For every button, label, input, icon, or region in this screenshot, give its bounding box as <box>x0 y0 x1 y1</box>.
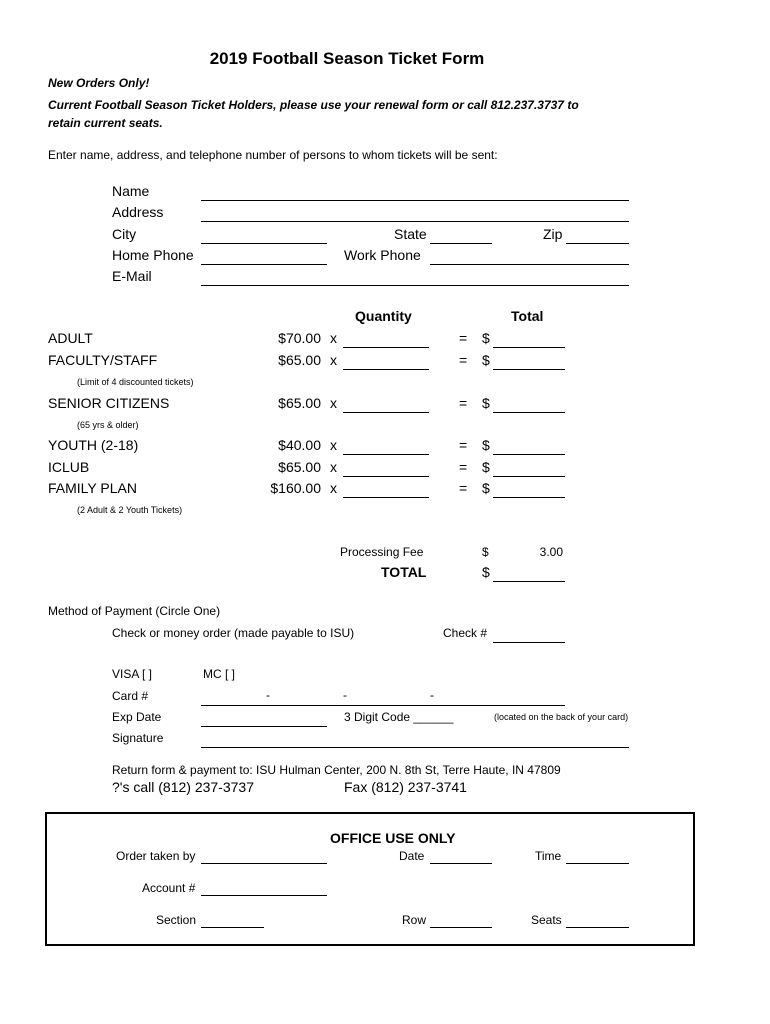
security-code-note: (located on the back of your card) <box>494 712 629 722</box>
signature-label: Signature <box>112 731 164 745</box>
account-number-field[interactable] <box>201 877 327 896</box>
email-field[interactable] <box>201 267 629 286</box>
ticket-label-senior: SENIOR CITIZENS <box>48 395 170 411</box>
office-use-title: OFFICE USE ONLY <box>330 830 456 846</box>
name-label: Name <box>112 183 150 199</box>
processing-fee-value: 3.00 <box>539 545 563 559</box>
card-dash: - <box>343 688 347 702</box>
ticket-label-family: FAMILY PLAN <box>48 480 137 496</box>
card-dash: - <box>266 688 270 702</box>
ticket-price-adult: $70.00 <box>278 330 321 346</box>
check-number-label: Check # <box>443 626 488 640</box>
dollar-symbol: $ <box>482 437 490 453</box>
quantity-field-youth[interactable] <box>343 436 429 455</box>
grand-total-label: TOTAL <box>381 564 427 580</box>
row-label: Row <box>402 913 427 927</box>
mc-option[interactable]: MC [ ] <box>203 667 235 681</box>
state-label: State <box>394 226 427 242</box>
dollar-symbol: $ <box>482 480 490 496</box>
quantity-field-faculty[interactable] <box>343 351 429 370</box>
section-label: Section <box>156 913 197 927</box>
times-symbol: x <box>330 480 337 496</box>
equals-symbol: = <box>459 480 468 496</box>
office-time-label: Time <box>535 849 562 863</box>
fax-number: Fax (812) 237-3741 <box>344 779 467 795</box>
call-number: ?'s call (812) 237-3737 <box>112 779 254 795</box>
total-field-family[interactable] <box>493 479 565 498</box>
ticket-label-faculty: FACULTY/STAFF <box>48 352 158 368</box>
page-title: 2019 Football Season Ticket Form <box>209 49 485 68</box>
home-phone-label: Home Phone <box>112 247 194 263</box>
name-field[interactable] <box>201 182 629 201</box>
total-field-senior[interactable] <box>493 394 565 413</box>
dollar-symbol: $ <box>482 330 490 346</box>
order-taken-label: Order taken by <box>116 849 196 863</box>
ticket-price-iclub: $65.00 <box>278 459 321 475</box>
equals-symbol: = <box>459 352 468 368</box>
office-time-field[interactable] <box>566 845 629 864</box>
processing-fee-label: Processing Fee <box>340 545 424 559</box>
quantity-header: Quantity <box>355 308 412 324</box>
equals-symbol: = <box>459 395 468 411</box>
work-phone-label: Work Phone <box>344 247 421 263</box>
times-symbol: x <box>330 330 337 346</box>
exp-date-field[interactable] <box>201 708 327 727</box>
dollar-symbol: $ <box>482 545 489 559</box>
card-number-field[interactable] <box>201 687 565 706</box>
section-field[interactable] <box>201 909 264 928</box>
check-option[interactable]: Check or money order (made payable to ISU) <box>112 626 355 640</box>
signature-field[interactable] <box>201 729 629 748</box>
holders-note-line1: Current Football Season Ticket Holders, please use your renewal form or call 812.237.3737 to <box>48 98 579 112</box>
email-label: E-Mail <box>112 268 152 284</box>
return-address: Return form & payment to: ISU Hulman Center, 200 N. 8th St, Terre Haute, IN 47809 <box>112 763 561 777</box>
office-date-label: Date <box>399 849 425 863</box>
card-dash: - <box>430 688 434 702</box>
dollar-symbol: $ <box>482 395 490 411</box>
seats-label: Seats <box>531 913 562 927</box>
office-date-field[interactable] <box>430 845 492 864</box>
dollar-symbol: $ <box>482 459 490 475</box>
address-label: Address <box>112 204 164 220</box>
zip-field[interactable] <box>566 225 629 244</box>
quantity-field-senior[interactable] <box>343 394 429 413</box>
dollar-symbol: $ <box>482 352 490 368</box>
ticket-label-iclub: ICLUB <box>48 459 90 475</box>
grand-total-field[interactable] <box>493 563 565 582</box>
equals-symbol: = <box>459 330 468 346</box>
seats-field[interactable] <box>566 909 629 928</box>
ticket-price-faculty: $65.00 <box>278 352 321 368</box>
zip-label: Zip <box>543 226 563 242</box>
senior-note: (65 yrs & older) <box>77 420 139 430</box>
total-field-youth[interactable] <box>493 436 565 455</box>
address-field[interactable] <box>201 203 629 222</box>
dollar-symbol: $ <box>482 564 490 580</box>
exp-date-label: Exp Date <box>112 710 162 724</box>
equals-symbol: = <box>459 459 468 475</box>
city-label: City <box>112 226 137 242</box>
total-header: Total <box>511 308 544 324</box>
total-field-iclub[interactable] <box>493 458 565 477</box>
payment-method-label: Method of Payment (Circle One) <box>48 604 221 618</box>
total-field-faculty[interactable] <box>493 351 565 370</box>
row-field[interactable] <box>430 909 492 928</box>
ticket-price-senior: $65.00 <box>278 395 321 411</box>
times-symbol: x <box>330 437 337 453</box>
equals-symbol: = <box>459 437 468 453</box>
times-symbol: x <box>330 459 337 475</box>
new-orders-note: New Orders Only! <box>48 76 150 90</box>
quantity-field-iclub[interactable] <box>343 458 429 477</box>
check-number-field[interactable] <box>493 624 565 643</box>
quantity-field-family[interactable] <box>343 479 429 498</box>
ticket-price-family: $160.00 <box>270 480 321 496</box>
card-number-label: Card # <box>112 689 149 703</box>
visa-option[interactable]: VISA [ ] <box>112 667 153 681</box>
ticket-label-youth: YOUTH (2-18) <box>48 437 139 453</box>
account-number-label: Account # <box>142 881 196 895</box>
times-symbol: x <box>330 395 337 411</box>
city-field[interactable] <box>201 225 327 244</box>
ticket-price-youth: $40.00 <box>278 437 321 453</box>
work-phone-field[interactable] <box>430 246 629 265</box>
ticket-label-adult: ADULT <box>48 330 93 346</box>
times-symbol: x <box>330 352 337 368</box>
state-field[interactable] <box>430 225 492 244</box>
holders-note-line2: retain current seats. <box>48 116 163 130</box>
instructions-text: Enter name, address, and telephone number of persons to whom tickets will be sent: <box>48 148 498 162</box>
home-phone-field[interactable] <box>201 246 327 265</box>
faculty-note: (Limit of 4 discounted tickets) <box>77 377 194 387</box>
total-field-adult[interactable] <box>493 329 565 348</box>
order-taken-field[interactable] <box>201 845 327 864</box>
security-code-label[interactable]: 3 Digit Code ______ <box>344 710 454 724</box>
quantity-field-adult[interactable] <box>343 329 429 348</box>
family-note: (2 Adult & 2 Youth Tickets) <box>77 505 183 515</box>
